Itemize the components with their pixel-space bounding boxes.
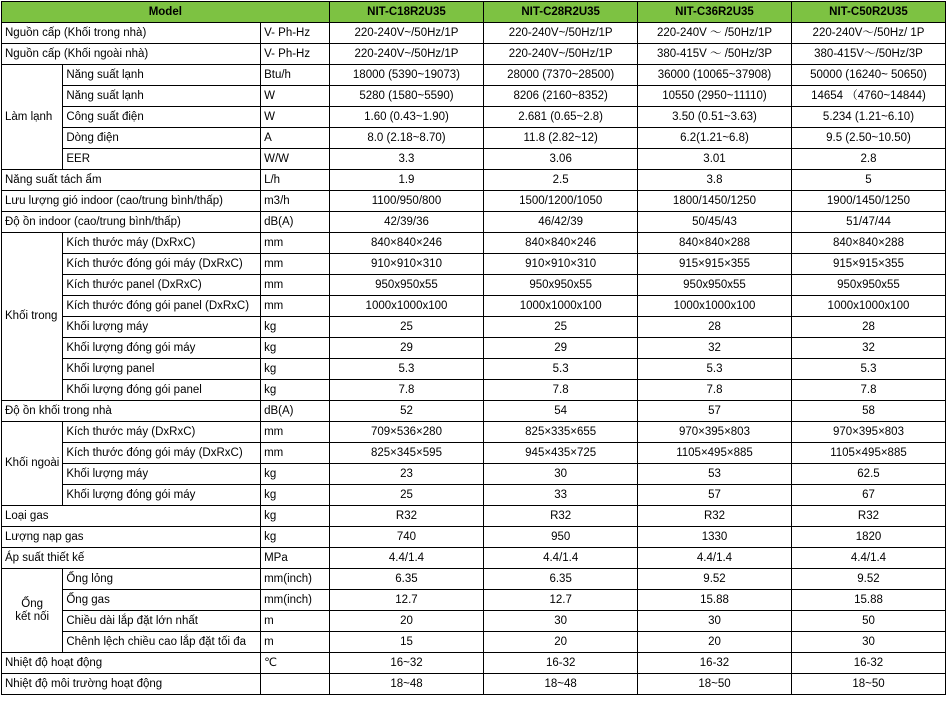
row-value: 25 xyxy=(484,317,638,338)
row-value: 28 xyxy=(791,317,945,338)
row-unit: L/h xyxy=(261,170,330,191)
row-unit: V- Ph-Hz xyxy=(261,44,330,65)
row-unit: kg xyxy=(261,464,330,485)
row-label: Khối lượng đóng gói máy xyxy=(63,338,261,359)
row-value: 9.5 (2.50~10.50) xyxy=(791,128,945,149)
row-value: 915×915×355 xyxy=(638,254,792,275)
row-value: 3.50 (0.51~3.63) xyxy=(638,107,792,128)
row-value: 20 xyxy=(484,632,638,653)
row-value: 1500/1200/1050 xyxy=(484,191,638,212)
row-value: 950x950x55 xyxy=(791,275,945,296)
row-value: 16-32 xyxy=(638,653,792,674)
row-unit: kg xyxy=(261,527,330,548)
row-value: 57 xyxy=(638,401,792,422)
spec-row xyxy=(2,44,946,65)
row-label: Loại gas xyxy=(2,506,261,527)
row-unit: kg xyxy=(261,317,330,338)
row-value: 7.8 xyxy=(791,380,945,401)
row-unit: mm xyxy=(261,296,330,317)
spec-row xyxy=(2,65,946,86)
row-value: 50000 (16240~ 50650) xyxy=(791,65,945,86)
row-value: 14654 （4760~14844) xyxy=(791,86,945,107)
row-value: 57 xyxy=(638,485,792,506)
row-value: 3.8 xyxy=(638,170,792,191)
row-value: 10550 (2950~11110) xyxy=(638,86,792,107)
spec-row xyxy=(2,233,946,254)
row-value: 25 xyxy=(329,485,484,506)
row-label: Áp suất thiết kế xyxy=(2,548,261,569)
row-value: 62.5 xyxy=(791,464,945,485)
row-label: EER xyxy=(63,149,261,170)
spec-row xyxy=(2,464,946,485)
row-label: Ống gas xyxy=(63,590,261,611)
row-value: 8206 (2160~8352) xyxy=(484,86,638,107)
row-value: 30 xyxy=(484,611,638,632)
row-value: 1000x1000x100 xyxy=(484,296,638,317)
row-value: 7.8 xyxy=(638,380,792,401)
spec-row xyxy=(2,296,946,317)
row-value: 29 xyxy=(484,338,638,359)
row-label: Độ ồn indoor (cao/trung bình/thấp) xyxy=(2,212,261,233)
row-value: R32 xyxy=(791,506,945,527)
row-label: Kích thước máy (DxRxC) xyxy=(63,233,261,254)
model-name: NIT-C50R2U35 xyxy=(791,2,945,23)
row-value: 1000x1000x100 xyxy=(329,296,484,317)
row-value: 18000 (5390~19073) xyxy=(329,65,484,86)
row-value: 15 xyxy=(329,632,484,653)
model-name: NIT-C18R2U35 xyxy=(329,2,484,23)
row-value: 950 xyxy=(484,527,638,548)
row-value: 1800/1450/1250 xyxy=(638,191,792,212)
row-value: 29 xyxy=(329,338,484,359)
row-label: Năng suất lạnh xyxy=(63,65,261,86)
spec-row xyxy=(2,422,946,443)
row-label: Lượng nạp gas xyxy=(2,527,261,548)
row-value: 58 xyxy=(791,401,945,422)
row-value: 23 xyxy=(329,464,484,485)
row-unit: kg xyxy=(261,485,330,506)
spec-row xyxy=(2,527,946,548)
row-value: 5.3 xyxy=(484,359,638,380)
row-value: 25 xyxy=(329,317,484,338)
row-value: 970×395×803 xyxy=(638,422,792,443)
row-value: 840×840×288 xyxy=(638,233,792,254)
row-value: 16~32 xyxy=(329,653,484,674)
row-value: 16-32 xyxy=(791,653,945,674)
row-value: 220-240V~/50Hz/1P xyxy=(484,44,638,65)
row-value: 18~50 xyxy=(791,674,945,695)
row-unit: dB(A) xyxy=(261,212,330,233)
row-label: Kích thước đóng gói panel (DxRxC) xyxy=(63,296,261,317)
spec-row xyxy=(2,359,946,380)
spec-row xyxy=(2,212,946,233)
row-value: 18~48 xyxy=(484,674,638,695)
row-value: 1.9 xyxy=(329,170,484,191)
row-value: 1100/950/800 xyxy=(329,191,484,212)
row-value: 1330 xyxy=(638,527,792,548)
spec-row xyxy=(2,23,946,44)
row-value: 20 xyxy=(329,611,484,632)
row-unit: kg xyxy=(261,338,330,359)
row-value: 4.4/1.4 xyxy=(329,548,484,569)
spec-row xyxy=(2,170,946,191)
row-value: 709×536×280 xyxy=(329,422,484,443)
row-value: 380-415V～/50Hz/3P xyxy=(791,44,945,65)
row-label: Khối lượng đóng gói panel xyxy=(63,380,261,401)
row-value: 950x950x55 xyxy=(638,275,792,296)
spec-row xyxy=(2,254,946,275)
row-label: Kích thước đóng gói máy (DxRxC) xyxy=(63,254,261,275)
row-value: 18~48 xyxy=(329,674,484,695)
row-label: Công suất điện xyxy=(63,107,261,128)
spec-table xyxy=(1,1,946,695)
row-value: 15.88 xyxy=(638,590,792,611)
row-unit: ℃ xyxy=(261,653,330,674)
spec-row xyxy=(2,611,946,632)
spec-row xyxy=(2,275,946,296)
row-value: 3.3 xyxy=(329,149,484,170)
spec-row xyxy=(2,86,946,107)
row-value: 5.3 xyxy=(791,359,945,380)
row-label: Khối lượng panel xyxy=(63,359,261,380)
row-label: Năng suất tách ẩm xyxy=(2,170,261,191)
row-unit: Btu/h xyxy=(261,65,330,86)
group-label-line: Ống xyxy=(21,597,44,610)
row-value: 1.60 (0.43~1.90) xyxy=(329,107,484,128)
row-label: Lưu lượng gió indoor (cao/trung bình/thấp) xyxy=(2,191,261,212)
row-value: 11.8 (2.82~12) xyxy=(484,128,638,149)
row-unit xyxy=(261,674,330,695)
row-label: Khối lượng máy xyxy=(63,464,261,485)
row-unit: mm(inch) xyxy=(261,569,330,590)
row-value: 9.52 xyxy=(791,569,945,590)
spec-row xyxy=(2,506,946,527)
row-unit: mm xyxy=(261,254,330,275)
row-value: 950x950x55 xyxy=(329,275,484,296)
row-value: 2.8 xyxy=(791,149,945,170)
group-label: Khối trong xyxy=(2,233,63,401)
row-value: 12.7 xyxy=(484,590,638,611)
row-value: 220-240V~/50Hz/1P xyxy=(329,44,484,65)
spec-table-body xyxy=(2,2,946,695)
row-value: 46/42/39 xyxy=(484,212,638,233)
row-unit: mm(inch) xyxy=(261,590,330,611)
row-value: 220-240V～/50Hz/ 1P xyxy=(791,23,945,44)
row-unit: m xyxy=(261,632,330,653)
row-value: 1105×495×885 xyxy=(791,443,945,464)
spec-row xyxy=(2,590,946,611)
row-label: Nguồn cấp (Khối ngoài nhà) xyxy=(2,44,261,65)
row-value: 7.8 xyxy=(329,380,484,401)
row-value: 5 xyxy=(791,170,945,191)
row-unit: A xyxy=(261,128,330,149)
row-value: 5.234 (1.21~6.10) xyxy=(791,107,945,128)
spec-row xyxy=(2,191,946,212)
row-unit: MPa xyxy=(261,548,330,569)
row-value: 28 xyxy=(638,317,792,338)
row-value: 2.681 (0.65~2.8) xyxy=(484,107,638,128)
row-value: 42/39/36 xyxy=(329,212,484,233)
row-value: 5.3 xyxy=(638,359,792,380)
spec-row xyxy=(2,338,946,359)
row-unit: V- Ph-Hz xyxy=(261,23,330,44)
row-label: Độ ồn khối trong nhà xyxy=(2,401,261,422)
row-unit: m xyxy=(261,611,330,632)
row-value: 380-415V ～ /50Hz/3P xyxy=(638,44,792,65)
model-label: Model xyxy=(2,2,330,23)
row-value: 32 xyxy=(638,338,792,359)
row-value: 220-240V~/50Hz/1P xyxy=(329,23,484,44)
row-value: 12.7 xyxy=(329,590,484,611)
row-value: 4.4/1.4 xyxy=(791,548,945,569)
spec-row xyxy=(2,380,946,401)
row-value: 52 xyxy=(329,401,484,422)
row-value: 53 xyxy=(638,464,792,485)
row-value: 6.35 xyxy=(329,569,484,590)
row-value: 15.88 xyxy=(791,590,945,611)
row-value: 4.4/1.4 xyxy=(638,548,792,569)
row-unit: kg xyxy=(261,359,330,380)
group-label: Khối ngoài xyxy=(2,422,63,506)
row-value: 18~50 xyxy=(638,674,792,695)
group-label: Làm lạnh xyxy=(2,65,63,170)
spec-row xyxy=(2,401,946,422)
row-label: Kích thước đóng gói máy (DxRxC) xyxy=(63,443,261,464)
row-value: 30 xyxy=(484,464,638,485)
row-value: 9.52 xyxy=(638,569,792,590)
row-unit: W xyxy=(261,86,330,107)
spec-row xyxy=(2,149,946,170)
spec-row xyxy=(2,128,946,149)
row-unit: W xyxy=(261,107,330,128)
row-value: 67 xyxy=(791,485,945,506)
row-unit: W/W xyxy=(261,149,330,170)
row-value: 3.01 xyxy=(638,149,792,170)
row-value: 950x950x55 xyxy=(484,275,638,296)
row-value: 16-32 xyxy=(484,653,638,674)
row-value: 840×840×246 xyxy=(484,233,638,254)
row-value: 840×840×246 xyxy=(329,233,484,254)
spec-row xyxy=(2,548,946,569)
row-value: 825×345×595 xyxy=(329,443,484,464)
model-name: NIT-C36R2U35 xyxy=(638,2,792,23)
model-name: NIT-C28R2U35 xyxy=(484,2,638,23)
row-value: 840×840×288 xyxy=(791,233,945,254)
row-value: 50 xyxy=(791,611,945,632)
row-value: 50/45/43 xyxy=(638,212,792,233)
row-value: 30 xyxy=(638,611,792,632)
spec-row xyxy=(2,632,946,653)
row-label: Nhiệt độ môi trường hoạt động xyxy=(2,674,261,695)
row-value: 6.35 xyxy=(484,569,638,590)
row-unit: dB(A) xyxy=(261,401,330,422)
row-value: 1000x1000x100 xyxy=(638,296,792,317)
row-label: Năng suất lạnh xyxy=(63,86,261,107)
row-unit: mm xyxy=(261,443,330,464)
row-label: Chênh lệch chiều cao lắp đặt tối đa xyxy=(63,632,261,653)
row-value: 220-240V ～ /50Hz/1P xyxy=(638,23,792,44)
row-value: 5280 (1580~5590) xyxy=(329,86,484,107)
row-value: 7.8 xyxy=(484,380,638,401)
row-label: Nguồn cấp (Khối trong nhà) xyxy=(2,23,261,44)
row-unit: mm xyxy=(261,422,330,443)
row-unit: m3/h xyxy=(261,191,330,212)
row-value: 3.06 xyxy=(484,149,638,170)
row-label: Kích thước panel (DxRxC) xyxy=(63,275,261,296)
header-row xyxy=(2,2,946,23)
spec-row xyxy=(2,569,946,590)
row-unit: kg xyxy=(261,506,330,527)
row-value: R32 xyxy=(329,506,484,527)
row-value: 36000 (10065~37908) xyxy=(638,65,792,86)
row-value: 825×335×655 xyxy=(484,422,638,443)
spec-row xyxy=(2,317,946,338)
row-label: Chiều dài lắp đặt lớn nhất xyxy=(63,611,261,632)
spec-row xyxy=(2,443,946,464)
row-value: 6.2(1.21~6.8) xyxy=(638,128,792,149)
row-value: 740 xyxy=(329,527,484,548)
row-value: 915×915×355 xyxy=(791,254,945,275)
row-unit: mm xyxy=(261,275,330,296)
row-value: 30 xyxy=(791,632,945,653)
spec-row xyxy=(2,653,946,674)
group-label xyxy=(2,569,63,653)
row-value: 910×910×310 xyxy=(329,254,484,275)
row-value: 4.4/1.4 xyxy=(484,548,638,569)
row-value: 28000 (7370~28500) xyxy=(484,65,638,86)
row-value: 945×435×725 xyxy=(484,443,638,464)
row-value: 2.5 xyxy=(484,170,638,191)
row-value: 910×910×310 xyxy=(484,254,638,275)
row-unit: mm xyxy=(261,233,330,254)
spec-row xyxy=(2,107,946,128)
row-label: Nhiệt độ hoạt động xyxy=(2,653,261,674)
group-label-line: kết nối xyxy=(15,610,50,623)
spec-row xyxy=(2,485,946,506)
row-value: 1900/1450/1250 xyxy=(791,191,945,212)
row-value: 1820 xyxy=(791,527,945,548)
row-value: 1000x1000x100 xyxy=(791,296,945,317)
spec-row xyxy=(2,674,946,695)
row-value: 20 xyxy=(638,632,792,653)
row-value: 32 xyxy=(791,338,945,359)
row-label: Dòng điện xyxy=(63,128,261,149)
row-value: 51/47/44 xyxy=(791,212,945,233)
row-unit: kg xyxy=(261,380,330,401)
row-label: Khối lượng máy xyxy=(63,317,261,338)
row-value: 220-240V~/50Hz/1P xyxy=(484,23,638,44)
row-label: Khối lượng đóng gói máy xyxy=(63,485,261,506)
row-value: R32 xyxy=(638,506,792,527)
row-value: 8.0 (2.18~8.70) xyxy=(329,128,484,149)
row-value: 33 xyxy=(484,485,638,506)
row-value: R32 xyxy=(484,506,638,527)
row-label: Kích thước máy (DxRxC) xyxy=(63,422,261,443)
row-value: 1105×495×885 xyxy=(638,443,792,464)
row-value: 970×395×803 xyxy=(791,422,945,443)
row-value: 5.3 xyxy=(329,359,484,380)
row-label: Ống lỏng xyxy=(63,569,261,590)
row-value: 54 xyxy=(484,401,638,422)
